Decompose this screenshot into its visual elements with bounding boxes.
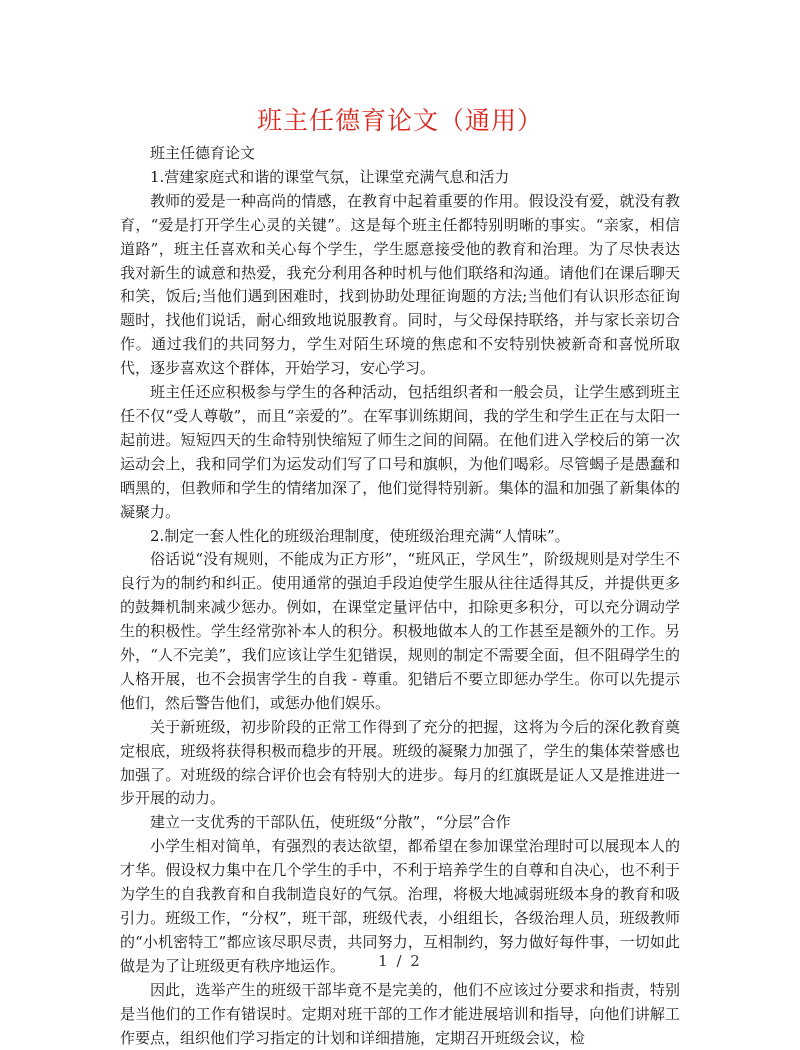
page-number: 1 / 2 bbox=[378, 952, 422, 970]
section-heading: 2.制定一套人性化的班级治理制度，使班级治理充满“人情味”。 bbox=[150, 526, 570, 545]
document-title: 班主任德育论文（通用） bbox=[256, 106, 543, 135]
paragraph: 班主任还应积极参与学生的各种活动，包括组织者和一般会员，让学生感到班主任不仅“受人尊敬”，而且“亲爱的”。在军事训练期间，我的学生和学生正在与太阳一起前进。短短四天的生命特别快缩短了师生之间的间隔。在他们进入学校后的第一次运动会上，我和同学们为运发动们写了口号和旗帜，为他们喝彩。尽管蝎子是愚蠢和晒黑的，但教师和学生的情绪加深了，他们觉得特别新。集体的温和加强了新集体的凝聚力。 bbox=[120, 383, 680, 521]
paragraph: 关于新班级，初步阶段的正常工作得到了充分的把握，这将为今后的深化教育奠定根底，班级将获得积极而稳步的开展。班级的凝聚力加强了，学生的集体荣誉感也加强了。对班级的综合评价也会有特别大的进步。每月的红旗既是证人又是推进进一步开展的动力。 bbox=[120, 717, 680, 808]
paragraph: 俗话说“没有规则，不能成为正方形”，“班风正，学风生”，阶级规则是对学生不良行为的制约和纠正。使用通常的强迫手段迫使学生服从往往适得其反，并提供更多的鼓舞机制来减少惩办。例如，在课堂定量评估中，扣除更多积分，可以充分调动学生的积极性。学生经常弥补本人的积分。积极地做本人的工作甚至是额外的工作。另外，“人不完美”，我们应该让学生犯错误，规则的制定不需要全面，但不阻碍学生的人格开展，也不会损害学生的自我 - 尊重。犯错后不要立即惩办学生。你可以先提示他们，然后警告他们，或惩办他们娱乐。 bbox=[120, 550, 680, 712]
paragraph: 小学生相对简单，有强烈的表达欲望，都希望在参加课堂治理时可以展现本人的才华。假设权力集中在几个学生的手中，不利于培养学生的自尊和自决心，也不利于为学生的自我教育和自我制造良好的气氛。治理，将极大地减弱班级本身的教育和吸引力。班级工作，“分权”，班干部，班级代表，小组组长，各级治理人员，班级教师的“小机密特工”都应该尽职尽责，共同努力，互相制约，努力做好每件事，一切如此做是为了让班级更有秩序地运作。 bbox=[120, 837, 680, 975]
paragraph: 班主任德育论文 bbox=[150, 144, 256, 162]
section-heading: 建立一支优秀的干部队伍，使班级“分散”，“分层”合作 bbox=[150, 813, 511, 832]
paragraph: 因此，选举产生的班级干部毕竟不是完美的，他们不应该过分要求和指责，特别是当他们的工作有错误时。定期对班干部的工作才能进展培训和指导，向他们讲解工作要点，组织他们学习指定的计划和详细措施，定期召开班级会议，检 bbox=[120, 980, 680, 1047]
section-heading: 1.营建家庭式和谐的课堂气氛，让课堂充满气息和活力 bbox=[150, 167, 510, 186]
document-body bbox=[120, 142, 680, 1050]
paragraph: 教师的爱是一种高尚的情感，在教育中起着重要的作用。假设没有爱，就没有教育，“爱是打开学生心灵的关键”。这是每个班主任都特别明晰的事实。“亲家，相信道路”，班主任喜欢和关心每个学生，学生愿意接受他的教育和治理。为了尽快表达我对新生的诚意和热爱，我充分利用各种时机与他们联络和沟通。请他们在课后聊天和笑，饭后;当他们遇到困难时，找到协助处理征询题的方法;当他们有认识形态征询题时，找他们说话，耐心细致地说服教育。同时，与父母保持联络，并与家长亲切合作。通过我们的共同努力，学生对陌生环境的焦虑和不安特别快被新奇和喜悦所取代，逐步喜欢这个群体，开始学习，安心学习。 bbox=[120, 191, 680, 378]
